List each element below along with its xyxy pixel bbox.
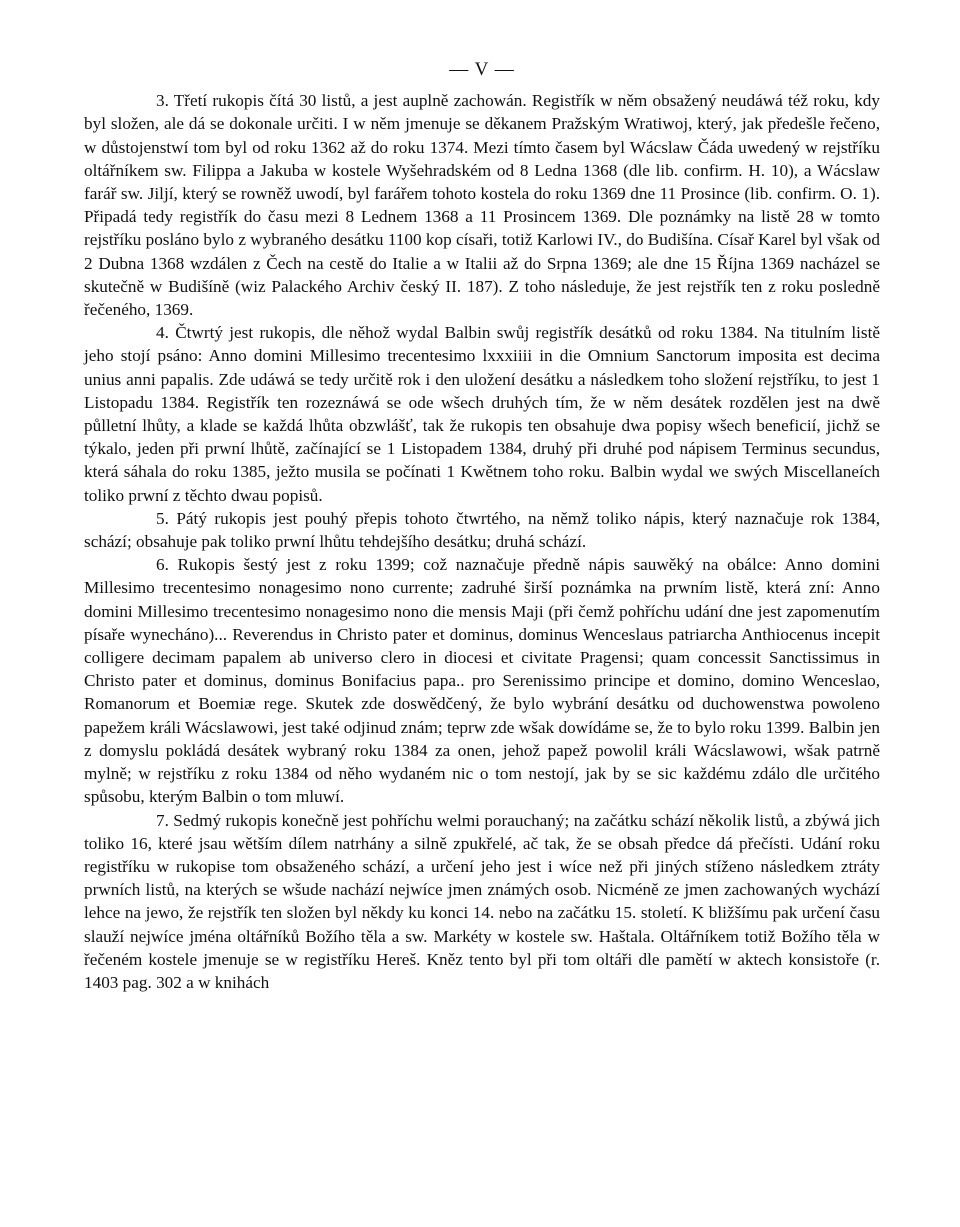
page-number: — V — [449, 59, 515, 80]
paragraph-3: 3. Třetí rukopis čítá 30 listů, a jest auplně zachowán. Registřík w něm obsažený neudáwá též roku, kdy byl složen, ale dá se dokonale určiti. I w něm jmenuje se děkanem Pražským Wratiwoj, který, jak předešle řečeno, w důstojenstwí tom byl od roku 1362 až do roku 1374. Mezi tímto časem byl Wácslaw Čáda uwedený w rejstříku oltářníkem sw. Filippa a Jakuba w kostele Wyšehradském od 8 Ledna 1368 (dle lib. confirm. H. 10), a Wácslaw farář sw. Jiljí, který se rowněž uwodí, byl farářem tohoto kostela do roku 1369 dne 11 Prosince (lib. confirm. O. 1). Připadá tedy registřík do času mezi 8 Lednem 1368 a 11 Prosincem 1369. Dle poznámky na listě 28 w tomto rejstříku posláno bylo z wybraného desátku 1100 kop císaři, totiž Karlowi IV., do Budišína. Císař Karel byl však od 2 Dubna 1368 wzdálen z Čech na cestě do Italie a w Italii až do Srpna 1369; ale dne 15 Října 1369 nacházel se skutečně w Budišíně (wiz Palackého Archiv český II. 187). Z toho následuje, že jest rejstřík ten z roku posledně řečeného, 1369. [84, 91, 880, 320]
paragraph-6: 6. Rukopis šestý jest z roku 1399; což naznačuje předně nápis sauwěký na obálce: Anno domini Millesimo trecentesimo nonagesimo nono currente; zadruhé širší poznámka na prwním listě, která zní: Anno domini Millesimo trecentesimo nonagesimo nono die mensis Maji (při čemž pohříchu udání dne jest zapomenutím písaře wynecháno)... Reverendus in Christo pater et dominus, dominus Wenceslaus patriarcha Anthiocenus incepit colligere decimam papalem ab universo clero in diocesi et civitate Pragensi; quam concessit Sanctissimus in Christo pater et dominus, dominus Bonifacius papa.. pro Serenissimo principe et domino, domino Wenceslao, Romanorum et Boemiæ rege. Skutek zde doswědčený, že bylo wybrání desátku od duchowenstwa powoleno papežem králi Wácslawowi, jest také odjinud znám; teprw zde wšak dowídáme se, že to bylo roku 1399. Balbin jen z domyslu pokládá desátek wybraný roku 1384 za onen, jehož papež powolil králi Wácslawowi, wšak patrně mylně; w rejstříku z roku 1384 od něho wydaném nic o tom nestojí, jak by se sic každému zdálo dle určitého spůsobu, kterým Balbin o tom mluwí. [84, 555, 880, 807]
paragraph-4: 4. Čtwrtý jest rukopis, dle něhož wydal Balbin swůj registřík desátků od roku 1384. Na titulním listě jeho stojí psáno: Anno domini Millesimo trecentesimo lxxxiiii in die Omnium Sanctorum imposita est decima unius anni papalis. Zde udáwá se tedy určitě rok i den uložení desátku a následkem toho složení rejstříku, to jest 1 Listopadu 1384. Registřík ten rozeznáwá se ode wšech druhých tím, že w něm desátek rozdělen jest na dwě půlletní lhůty, a klade se každá lhůta obzwlášť, tak že rukopis ten obsahuje dwa popisy wšech beneficií, jichž se týkalo, jeden při prwní lhůtě, začínající se 1 Listopadem 1384, druhý při druhé pod nápisem Terminus secundus, která sáhala do roku 1385, ježto musila se počínati 1 Kwětnem toho roku. Balbin wydal we swých Miscellaneích toliko prwní z těchto dwau popisů. [84, 323, 880, 505]
paragraph-7: 7. Sedmý rukopis konečně jest pohříchu welmi porauchaný; na začátku schází několik listů, a zbýwá jich toliko 16, které jsau wětším dílem natrhány a silně zpukřelé, ač tak, že se obsah předce dá přečísti. Udání roku registříku w rukopise tom obsaženého schází, a určení jeho jest i wíce než při jiných stíženo následkem ztráty prwních listů, na kterých se wšude nachází nejwíce jmen známých osob. Nicméně ze jmen zachowaných wychází lehce na jewo, že rejstřík ten složen byl někdy ku konci 14. nebo na začátku 15. století. K bližšímu pak určení času slauží nejwíce jména oltářníků Božího těla a sw. Markéty w kostele sw. Haštala. Oltářníkem totiž Božího těla w řečeném kostele jmenuje se w registříku Hereš. Kněz tento byl při tom oltáři dle pamětí w aktech konsistoře (r. 1403 pag. 302 a w knihách [84, 810, 880, 992]
paragraph-5: 5. Pátý rukopis jest pouhý přepis tohoto čtwrtého, na němž toliko nápis, který naznačuje rok 1384, schází; obsahuje pak toliko prwní lhůtu tehdejšího desátku; druhá schází. [84, 508, 880, 552]
document-page [84, 58, 880, 994]
